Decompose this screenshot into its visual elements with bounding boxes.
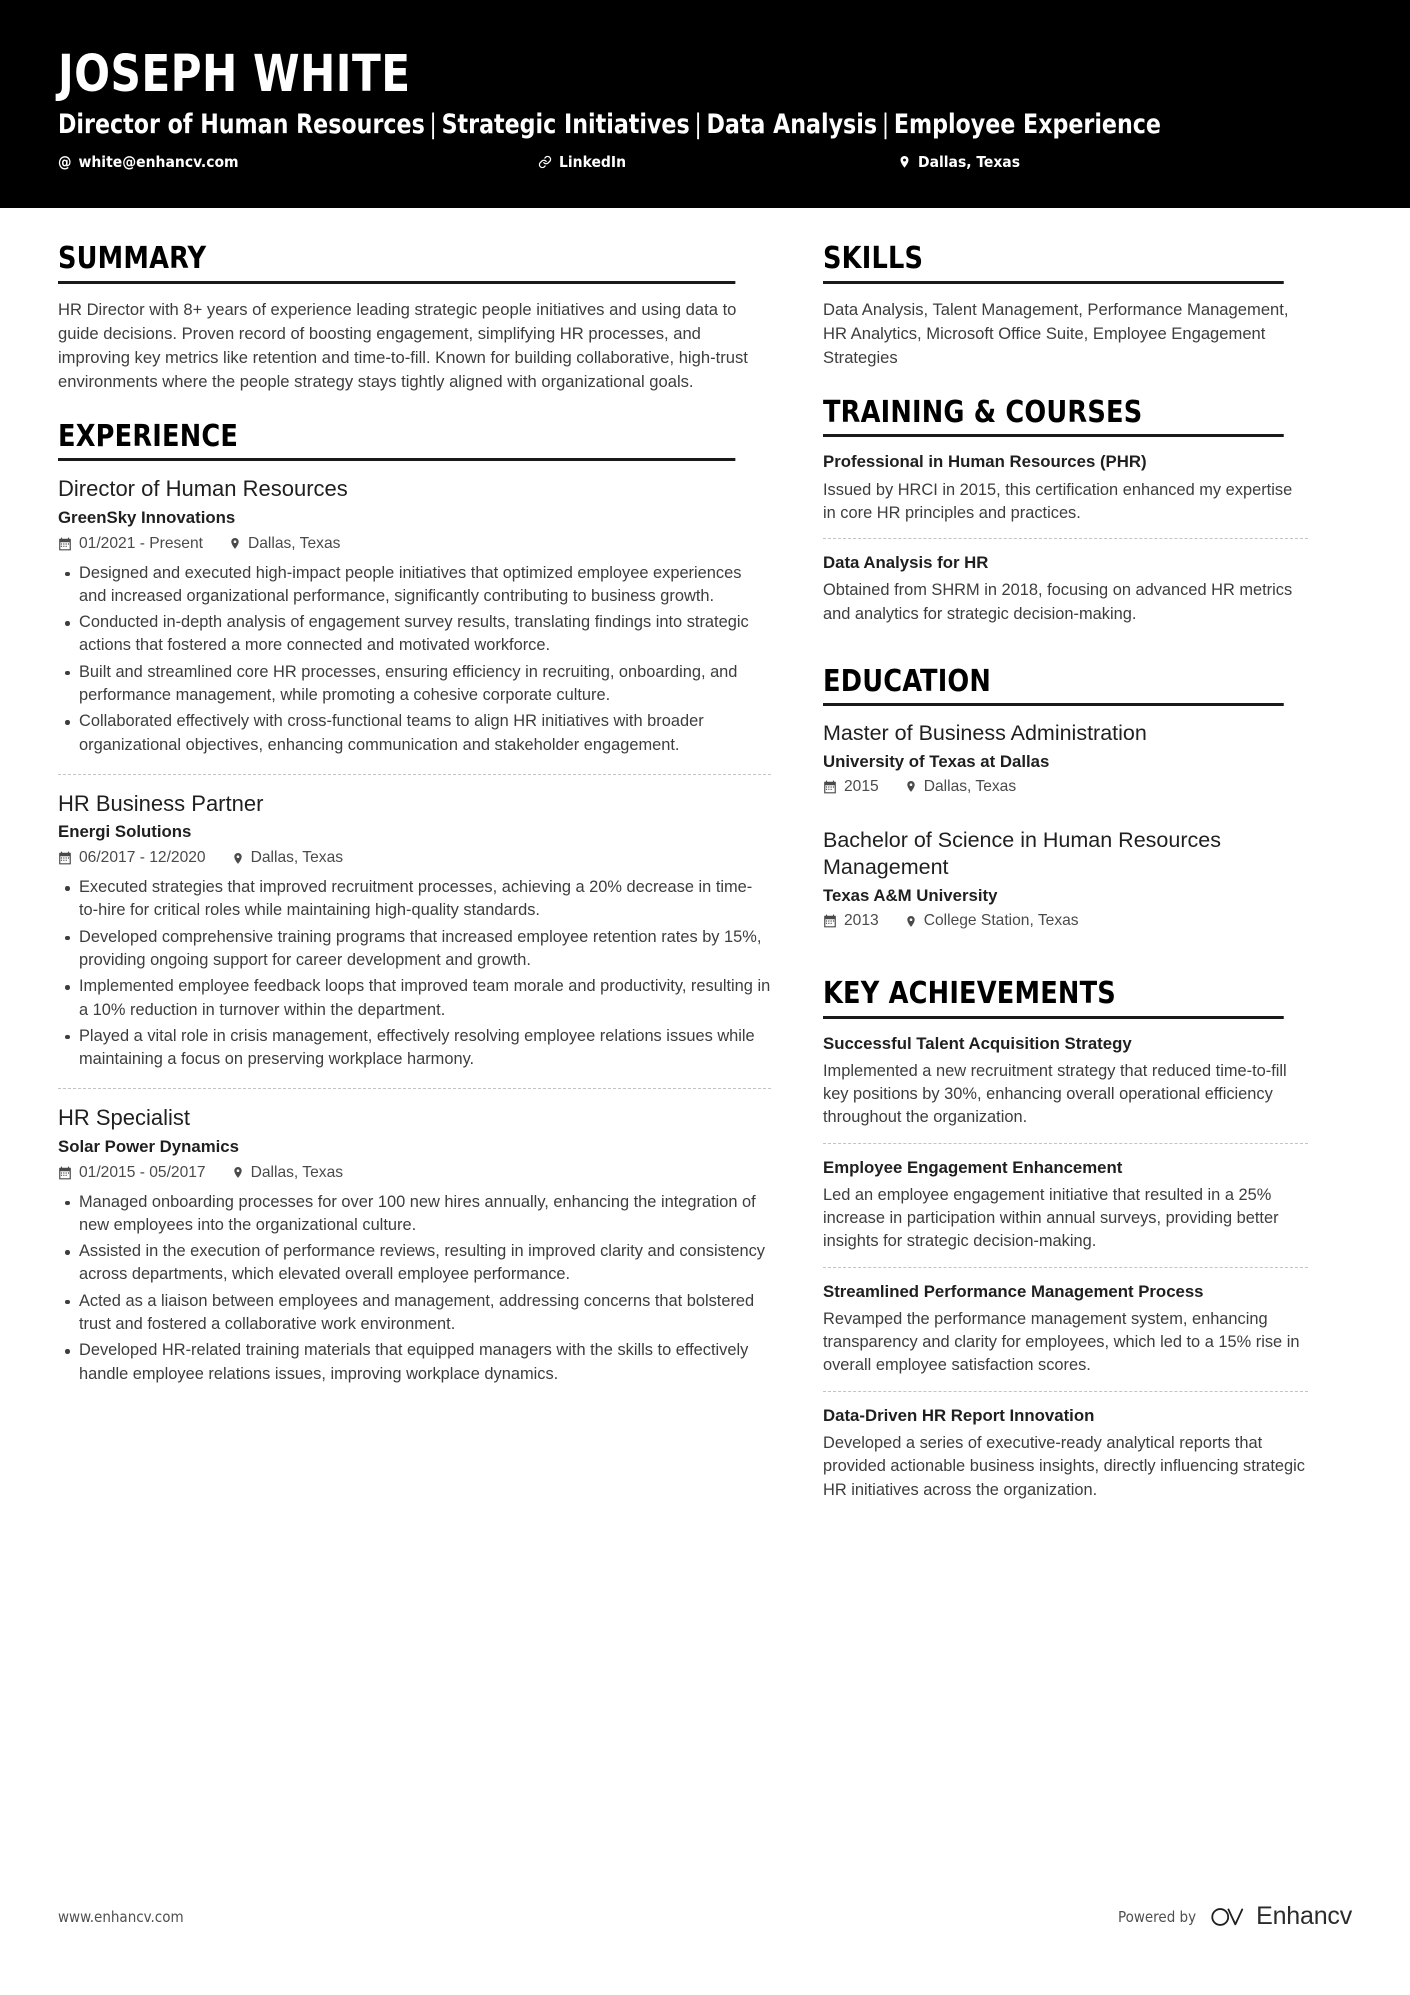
headline-part-2: Data Analysis [706,108,878,140]
achievement-entry [823,1143,1308,1267]
bullet: Designed and executed high-impact people initiatives that optimized employee experiences and increased organizational performance, significantly contributing to business growth. [58,562,771,609]
education-year-label: 2015 [844,777,879,795]
education-location-label: Dallas, Texas [923,777,1017,795]
contact-email[interactable] [58,153,538,171]
achievement-name: Successful Talent Acquisition Strategy [823,1033,1132,1053]
achievement-name: Streamlined Performance Management Process [823,1281,1204,1301]
experience-entry [58,1088,771,1403]
training-description: Obtained from SHRM in 2018, focusing on advanced HR metrics and analytics for strategic decision-making. [823,581,1293,623]
headline-part-3: Employee Experience [893,108,1161,140]
education-heading: EDUCATION [823,665,1284,707]
bullet: Conducted in-depth analysis of engagement survey results, translating findings into strategic actions that fostered a more connected and motivated workforce. [58,611,771,658]
resume-body [0,208,1410,1541]
bullet: Developed comprehensive training programs that increased employee retention rates by 15%, providing ongoing support for career development and growth. [58,926,771,973]
education-school: University of Texas at Dallas [823,751,1050,771]
achievement-description: Implemented a new recruitment strategy that reduced time-to-fill key positions by 30%, enhancing overall operational efficiency throughout the organization. [823,1061,1287,1127]
contact-location [898,153,1020,171]
candidate-headline [58,109,1261,141]
headline-divider: | [429,108,437,140]
location-pin-icon [232,1165,244,1180]
achievement-entry [823,1267,1308,1391]
education-location-label: College Station, Texas [923,912,1079,929]
experience-role: HR Specialist [58,1105,191,1131]
experience-dates [58,535,203,553]
powered-by-label: Powered by [1117,1907,1197,1926]
skills-text: Data Analysis, Talent Management, Performance Management, HR Analytics, Microsoft Office Suite, Employee Engagement Strategies [823,299,1289,367]
experience-role: Director of Human Resources [58,476,348,502]
achievement-entry [823,1391,1308,1515]
bullet: Collaborated effectively with cross-functional teams to align HR initiatives with broader organizational objectives, enhancing communication and stakeholder engagement. [58,710,771,757]
achievement-description: Developed a series of executive-ready analytical reports that provided actionable business insights, directly influencing strategic HR initiatives across the organization. [823,1433,1305,1499]
footer-branding [1118,1902,1352,1931]
enhancv-mark-icon [1209,1905,1247,1929]
training-heading: TRAINING & COURSES [823,396,1284,438]
contact-location-label: Dallas, Texas [918,153,1021,172]
enhancv-wordmark: Enhancv [1256,1902,1352,1930]
bullet: Developed HR-related training materials that equipped managers with the skills to effectively handle employee relations issues, improving workplace dynamics. [58,1339,771,1386]
experience-location-label: Dallas, Texas [250,1163,344,1181]
experience-location [232,1164,343,1182]
education-year [823,778,879,796]
calendar-icon [58,537,72,551]
experience-dates-label: 01/2021 - Present [79,534,203,552]
experience-company: Solar Power Dynamics [58,1136,239,1156]
achievement-name: Employee Engagement Enhancement [823,1157,1123,1177]
experience-location [232,849,343,867]
at-icon: @ [58,152,72,171]
bullet: Managed onboarding processes for over 100 new hires annually, enhancing the integration of new employees into the organizational culture. [58,1191,771,1238]
education-year [823,912,879,930]
training-entry [823,538,1308,639]
right-column [823,242,1308,1541]
candidate-name: JOSEPH WHITE [58,45,411,104]
experience-location-label: Dallas, Texas [247,534,341,552]
section-training [823,396,1308,639]
education-location [905,778,1016,796]
footer-website[interactable]: www.enhancv.com [58,1907,184,1926]
education-school: Texas A&M University [823,886,998,905]
experience-role: HR Business Partner [58,790,264,816]
bullet: Acted as a liaison between employees and management, addressing concerns that bolstered trust and fostered a collaborative work environment. [58,1290,771,1337]
resume-footer [58,1902,1352,1931]
experience-dates [58,1164,206,1182]
contact-linkedin-label: LinkedIn [559,153,627,172]
headline-divider: | [694,108,702,140]
training-name: Professional in Human Resources (PHR) [823,452,1147,472]
experience-entry [58,475,771,774]
link-icon [538,155,552,169]
achievements-heading: KEY ACHIEVEMENTS [823,977,1284,1019]
experience-entry [58,774,771,1089]
experience-dates [58,849,206,867]
bullet: Assisted in the execution of performance reviews, resulting in improved clarity and consistency across departments, which elevated overall employee performance. [58,1240,771,1287]
bullet: Built and streamlined core HR processes, ensuring efficiency in recruiting, onboarding, and performance management, while promoting a cohesive corporate culture. [58,661,771,708]
section-skills [823,242,1308,370]
bullet: Implemented employee feedback loops that improved team morale and productivity, resulting in a 10% reduction in turnover within the department. [58,975,771,1022]
experience-meta [58,1164,771,1182]
resume-header [0,0,1410,208]
skills-heading: SKILLS [823,242,1284,284]
calendar-icon [823,780,837,794]
experience-dates-label: 01/2015 - 05/2017 [79,1163,206,1181]
location-pin-icon [898,154,911,170]
experience-company: GreenSky Innovations [58,507,236,527]
education-meta [823,912,1308,930]
experience-bullets [58,876,771,1071]
headline-part-1: Strategic Initiatives [441,108,690,140]
education-entry [823,720,1308,817]
left-column [58,242,771,1429]
experience-location-label: Dallas, Texas [250,849,344,867]
section-education [823,665,1308,951]
headline-part-0: Director of Human Resources [58,108,425,140]
contact-linkedin[interactable] [538,153,898,171]
education-year-label: 2013 [844,912,879,929]
section-experience [58,420,771,1403]
contact-email-label: white@enhancv.com [78,153,239,172]
experience-bullets [58,562,771,757]
training-entry [823,451,1308,538]
education-location [905,912,1079,930]
experience-location [229,535,340,553]
experience-bullets [58,1191,771,1386]
calendar-icon [58,1166,72,1180]
experience-dates-label: 06/2017 - 12/2020 [79,849,206,867]
location-pin-icon [905,914,917,929]
training-name: Data Analysis for HR [823,553,989,573]
location-pin-icon [232,851,244,866]
education-degree: Master of Business Administration [823,721,1147,746]
achievement-name: Data-Driven HR Report Innovation [823,1405,1095,1425]
location-pin-icon [229,536,241,551]
summary-heading: SUMMARY [58,242,735,284]
achievement-description: Led an employee engagement initiative that resulted in a 25% increase in participation within annual surveys, providing better insights for strategic decision-making. [823,1185,1279,1251]
bullet: Played a vital role in crisis management, effectively resolving employee relations issues while maintaining a focus on preserving workplace harmony. [58,1025,771,1072]
contact-row [58,153,1352,171]
experience-heading: EXPERIENCE [58,420,735,462]
experience-meta [58,849,771,867]
calendar-icon [58,851,72,865]
education-degree: Bachelor of Science in Human Resources Management [823,827,1221,880]
enhancv-logo [1209,1902,1352,1931]
section-summary [58,242,771,394]
achievement-entry [823,1033,1308,1143]
experience-meta [58,535,771,553]
education-meta [823,778,1308,796]
headline-divider: | [881,108,890,140]
education-entry [823,817,1308,951]
bullet: Executed strategies that improved recruitment processes, achieving a 20% decrease in time-to-hire for critical roles while maintaining high-quality standards. [58,876,771,923]
location-pin-icon [905,779,917,794]
achievement-description: Revamped the performance management system, enhancing transparency and clarity for employees, which led to a 15% rise in overall employee satisfaction scores. [823,1309,1300,1375]
calendar-icon [823,914,837,928]
training-description: Issued by HRCI in 2015, this certification enhanced my expertise in core HR principles and practices. [823,480,1293,522]
experience-company: Energi Solutions [58,822,192,842]
section-achievements [823,977,1308,1515]
summary-text: HR Director with 8+ years of experience leading strategic people initiatives and using data to guide decisions. Proven record of boosting engagement, simplifying HR processes, and improving key metrics like retention and time-to-fill. Known for building collaborative, high-trust environments where the people strategy stays tightly aligned with organizational goals. [58,299,748,391]
